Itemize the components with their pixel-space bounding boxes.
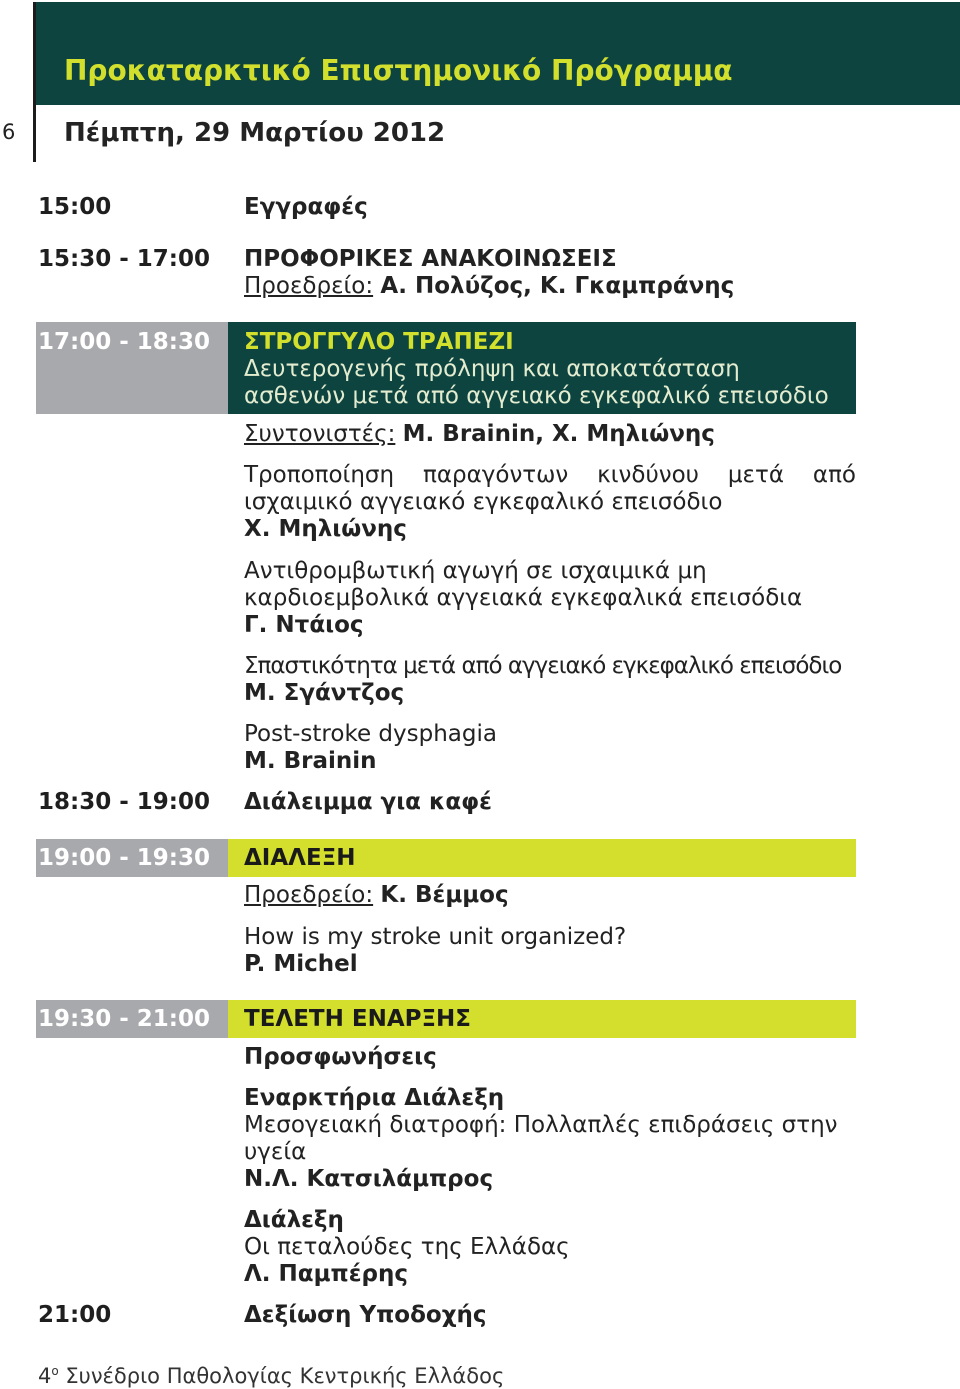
session-time: 19:00 - 19:30 [38,845,210,871]
session-subtitle: Δευτερογενής πρόληψη και αποκατάσταση [244,356,740,382]
session-title: Εγγραφές [244,194,368,220]
talk-title: Τροποποίηση παραγόντων κινδύνου μετά από [244,462,856,488]
session-title: ΤΕΛΕΤΗ ΕΝΑΡΞΗΣ [244,1006,471,1032]
page-title: Προκαταρκτικό Επιστημονικό Πρόγραμμα [64,54,733,87]
talk-title: Σπαστικότητα μετά από αγγειακό εγκεφαλικό επεισόδιο [244,653,842,679]
session-time: 18:30 - 19:00 [38,789,210,815]
talk-title: Post-stroke dysphagia [244,721,497,747]
talk-title: Αντιθρομβωτική αγωγή σε ισχαιμικά μη [244,558,707,584]
talk-title: καρδιοεμβολικά αγγειακά εγκεφαλικά επεισόδια [244,585,803,611]
page-number: 6 [2,120,16,144]
chair-label: Προεδρείο: [244,882,374,908]
footer-text: Συνέδριο Παθολογίας Κεντρικής Ελλάδος [58,1364,505,1388]
talk-speaker: Ν.Λ. Κατσιλάμπρος [244,1166,494,1192]
talk-title: ισχαιμικό αγγειακό εγκεφαλικό επεισόδιο [244,489,723,515]
footer-ordinal: ο [51,1364,59,1378]
talk-speaker: Μ. Σγάντζος [244,680,405,706]
talk-speaker: Γ. Ντάιος [244,612,364,638]
coordinator-label: Συντονιστές: [244,421,396,447]
session-title: Δεξίωση Υποδοχής [244,1302,487,1328]
talk-speaker: Χ. Μηλιώνης [244,516,407,542]
talk-title: Μεσογειακή διατροφή: Πολλαπλές επιδράσεις στην [244,1112,838,1138]
session-time: 15:30 - 17:00 [38,246,210,272]
chair-line [244,882,509,909]
talk-speaker: P. Michel [244,951,358,977]
footer [38,1364,504,1388]
session-title: ΣΤΡΟΓΓΥΛΟ ΤΡΑΠΕΖΙ [244,329,514,355]
program-date: Πέμπτη, 29 Μαρτίου 2012 [64,118,446,148]
session-time: 21:00 [38,1302,112,1328]
greetings: Προσφωνήσεις [244,1044,437,1070]
opening-lecture-label: Εναρκτήρια Διάλεξη [244,1085,505,1111]
session-time: 19:30 - 21:00 [38,1006,210,1032]
coordinator-line [244,421,715,448]
session-title: Διάλειμμα για καφέ [244,789,492,815]
chair-line [244,273,734,300]
talk-title: How is my stroke unit organized? [244,924,627,950]
session-time: 15:00 [38,194,112,220]
talk-speaker: M. Brainin [244,748,377,774]
talk-title: υγεία [244,1139,307,1165]
session-subtitle: ασθενών μετά από αγγειακό εγκεφαλικό επεισόδιο [244,383,829,409]
talk-title: Οι πεταλούδες της Ελλάδας [244,1234,570,1260]
coordinator-names: M. Brainin, Χ. Μηλιώνης [402,421,715,447]
session-time: 17:00 - 18:30 [38,329,210,355]
footer-number: 4 [38,1364,52,1388]
chair-names: Α. Πολύζος, Κ. Γκαμπράνης [380,273,735,299]
session-title: ΠΡΟΦΟΡΙΚΕΣ ΑΝΑΚΟΙΝΩΣΕΙΣ [244,246,617,272]
session-title: ΔΙΑΛΕΞΗ [244,845,356,871]
chair-label: Προεδρείο: [244,273,374,299]
talk-speaker: Λ. Παμπέρης [244,1261,408,1287]
lecture-label: Διάλεξη [244,1207,344,1233]
chair-names: Κ. Βέμμος [380,882,509,908]
